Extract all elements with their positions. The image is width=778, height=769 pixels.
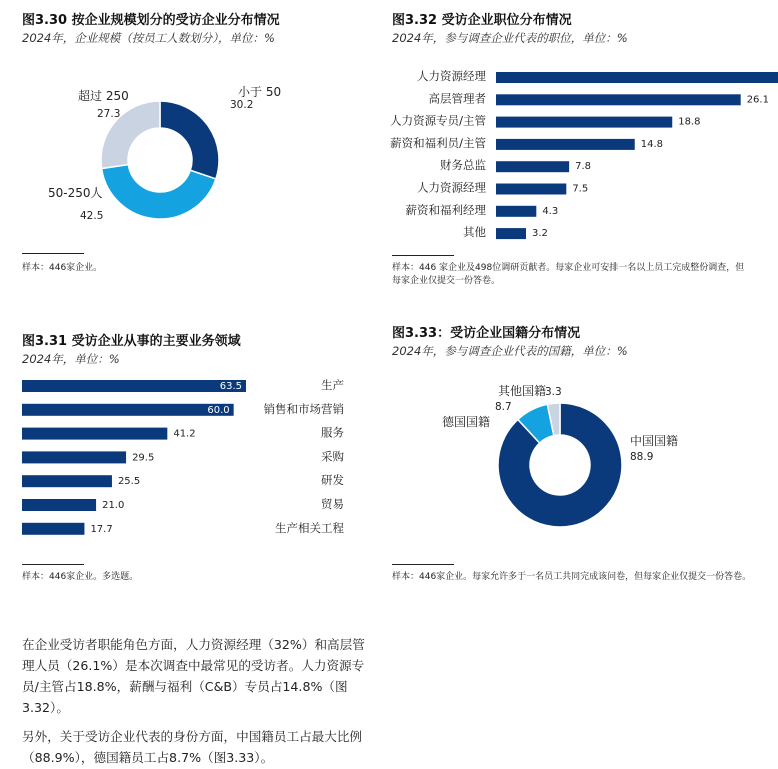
fig-3-33-value-label-1: 88.9 [630,451,654,463]
fig-3-32-note-line-1: 样本：446 家企业及498位调研贡献者。每家企业可安排一名以上员工完成整份调查，但 [392,263,745,273]
fig-3-33-subtitle: 2024年，参与调查企业代表的国籍，单位：% [392,344,628,358]
fig-3-31-category-label-2: 销售和市场营销 [263,401,344,416]
fig-3-32-panel [392,9,762,49]
fig-3-32-bar-4 [496,139,635,150]
fig-3-31-subtitle: 2024年，单位：% [22,352,120,366]
fig-3-31-category-label-5: 研发 [321,473,344,488]
fig-3-30-value-label-1: 30.2 [230,99,254,111]
fig-3-32-title: 图3.32 受访企业职位分布情况 [392,13,572,28]
fig-3-31-bar-2 [22,404,234,416]
fig-3-30-category-label-1: 小于 50 [238,85,282,99]
fig-3-32-note [392,262,744,288]
fig-3-30-note-rule [22,253,84,254]
fig-3-31-bar-3 [22,428,167,440]
fig-3-33-value-label-3: 3.3 [545,386,562,398]
fig-3-32-value-label-5: 7.8 [575,161,592,173]
fig-3-32-category-label-6: 人力资源经理 [417,180,486,195]
fig-3-30-value-label-3: 27.3 [97,108,121,120]
fig-3-33-category-label-2: 德国国籍 [442,415,491,429]
fig-3-32-bar-6 [496,184,566,195]
fig-3-30-title: 图3.30 按企业规模划分的受访企业分布情况 [22,13,280,28]
fig-3-32-bar-8 [496,228,526,239]
fig-3-33-panel [392,322,762,362]
fig-3-33-note-rule [392,564,454,565]
fig-3-31-panel [22,330,382,370]
fig-3-33-donut-chart [430,380,730,540]
fig-3-32-category-label-3: 人力资源专员/主管 [390,113,486,128]
fig-3-30-slice-1 [160,101,219,179]
fig-3-32-value-label-4: 14.8 [640,138,664,150]
fig-3-33-category-label-3: 其他国籍 [498,384,547,398]
fig-3-31-category-label-3: 服务 [321,425,344,440]
fig-3-32-value-label-2: 26.1 [746,94,769,106]
fig-3-32-value-label-7: 4.3 [542,205,559,217]
fig-3-31-bar-7 [22,523,84,535]
fig-3-31-category-label-6: 贸易 [321,497,344,511]
fig-3-32-bar-7 [496,206,536,217]
fig-3-31-category-label-4: 采购 [321,449,344,464]
fig-3-31-value-label-2: 60.0 [207,404,230,416]
fig-3-31-value-label-4: 29.5 [132,452,155,464]
fig-3-33-note: 样本：446家企业。每家允许多于一名员工共同完成该问卷，但每家企业仅提交一份答卷。 [392,572,752,582]
fig-3-30-category-label-3: 超过 250 [78,89,129,103]
fig-3-31-bar-chart [22,370,362,550]
fig-3-31-value-label-7: 17.7 [90,523,113,535]
fig-3-32-bar-1 [496,72,778,83]
fig-3-32-note-line-2: 每家企业仅提交一份答卷。 [392,276,501,286]
fig-3-32-category-label-4: 薪资和福利员/主管 [390,135,486,150]
fig-3-32-bar-5 [496,161,569,172]
fig-3-32-category-label-5: 财务总监 [440,158,486,173]
fig-3-31-value-label-6: 21.0 [102,500,125,511]
fig-3-31-bar-6 [22,499,96,511]
fig-3-32-bar-chart [390,62,769,250]
fig-3-32-bar-3 [496,117,672,128]
fig-3-32-value-label-8: 3.2 [532,228,548,240]
fig-3-33-title: 图3.33：受访企业国籍分布情况 [392,326,581,341]
fig-3-32-category-label-1: 人力资源经理 [417,69,486,83]
fig-3-30-category-label-2: 50-250人 [48,186,103,200]
body-paragraph-1: 在企业受访者职能角色方面，人力资源经理（32%）和高层管理人员（26.1%）是本次调查中最常见的受访者。人力资源专员/主管占18.8%，薪酬与福利（C&B）专员占14.8%（图3.32）。 [22,637,365,715]
fig-3-31-note-rule [22,564,84,565]
fig-3-31-value-label-3: 41.2 [173,428,196,440]
fig-3-30-value-label-2: 42.5 [80,210,104,222]
fig-3-32-bar-2 [496,94,741,105]
fig-3-30-note: 样本：446家企业。 [22,263,103,273]
fig-3-31-value-label-1: 63.5 [219,381,242,392]
fig-3-32-category-label-8: 其他 [463,225,486,240]
fig-3-31-note: 样本：446家企业。多选题。 [22,572,139,582]
fig-3-31-category-label-7: 生产相关工程 [275,520,344,535]
fig-3-32-category-label-7: 薪资和福利经理 [405,202,486,217]
fig-3-33-value-label-2: 8.7 [495,401,512,413]
fig-3-32-subtitle: 2024年，参与调查企业代表的职位，单位：% [392,31,628,45]
fig-3-31-category-label-1: 生产 [321,378,344,392]
fig-3-32-value-label-6: 7.5 [572,183,589,195]
fig-3-31-bar-1 [22,380,246,392]
fig-3-32-value-label-3: 18.8 [678,116,701,128]
fig-3-32-note-rule [392,255,454,256]
fig-3-30-slice-2 [102,165,216,219]
fig-3-30-donut-chart [40,80,300,230]
fig-3-31-bar-5 [22,475,112,487]
body-paragraph-2: 另外，关于受访企业代表的身份方面，中国籍员工占最大比例（88.9%），德国籍员工占8.7%（图3.33）。 [22,729,363,765]
fig-3-32-category-label-2: 高层管理者 [428,91,486,106]
fig-3-31-bar-4 [22,451,126,463]
fig-3-30-subtitle: 2024年，企业规模（按员工人数划分），单位：% [22,31,275,45]
fig-3-31-value-label-5: 25.5 [117,476,141,488]
fig-3-33-category-label-1: 中国国籍 [630,434,679,448]
fig-3-31-title: 图3.31 受访企业从事的主要业务领域 [22,334,241,349]
